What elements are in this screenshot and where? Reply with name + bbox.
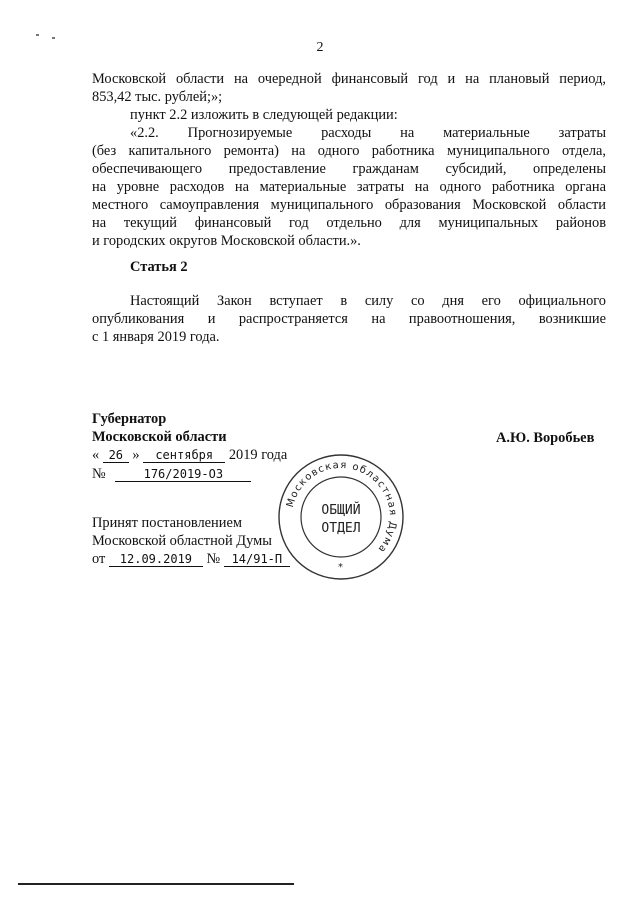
number-sign: № bbox=[92, 466, 106, 482]
adoption-line1: Принят постановлением bbox=[92, 515, 242, 531]
article-body bbox=[92, 292, 606, 346]
adoption-details bbox=[92, 550, 290, 568]
text-line: на уровне расходов на материальные затраты на одного работника органа bbox=[92, 179, 606, 195]
from-label: от bbox=[92, 551, 106, 567]
scan-speck bbox=[36, 34, 39, 36]
page-number: 2 bbox=[316, 40, 324, 55]
law-month: сентября bbox=[143, 448, 225, 463]
number-sign: № bbox=[206, 551, 221, 567]
text-line: на текущий финансовый год отдельно для муниципальных районов bbox=[92, 215, 606, 231]
text-line: Настоящий Закон вступает в силу со дня его официального bbox=[130, 293, 606, 309]
amendment-instruction bbox=[92, 106, 606, 124]
quote-close: » bbox=[132, 447, 140, 463]
law-number-line bbox=[92, 465, 251, 483]
law-date bbox=[92, 446, 287, 464]
adoption-date: 12.09.2019 bbox=[109, 552, 203, 567]
text-line: местного самоуправления муниципального образования Московской области bbox=[92, 197, 606, 213]
adoption-line2: Московской областной Думы bbox=[92, 533, 272, 549]
text-line: (без капитального ремонта) на одного работника муниципального отдела, bbox=[92, 143, 606, 159]
adoption-number: 14/91-П bbox=[224, 552, 290, 567]
text-line: «2.2. Прогнозируемые расходы на материальные затраты bbox=[130, 125, 606, 141]
law-year: 2019 года bbox=[228, 447, 288, 463]
official-stamp bbox=[276, 452, 406, 582]
stamp-star: * bbox=[338, 562, 343, 573]
stamp-ring-textpath: Московская областная Дума bbox=[284, 459, 399, 556]
text-line: с 1 января 2019 года. bbox=[92, 329, 220, 345]
signatory-region: Московской области bbox=[92, 429, 227, 445]
text-line: обеспечивающего предоставление гражданам субсидий, определены bbox=[92, 161, 606, 177]
signatory-title: Губернатор bbox=[92, 411, 167, 427]
article-heading-text: Статья 2 bbox=[130, 259, 188, 275]
amendment-text bbox=[92, 124, 606, 250]
article-heading bbox=[92, 258, 606, 276]
text-line: 853,42 тыс. рублей;»; bbox=[92, 89, 223, 105]
law-day: 26 bbox=[103, 448, 129, 463]
text-line: и городских округов Московской области.». bbox=[92, 233, 361, 249]
scan-speck bbox=[52, 37, 55, 39]
stamp-center-line1: ОБЩИЙ bbox=[321, 503, 361, 518]
signatory-name: А.Ю. Воробьев bbox=[496, 430, 595, 446]
paragraph-continuation bbox=[92, 70, 606, 106]
law-number: 176/2019-ОЗ bbox=[115, 467, 251, 482]
scan-edge-line bbox=[18, 883, 294, 885]
stamp-center-line2: ОТДЕЛ bbox=[321, 521, 361, 536]
text-line: Московской области на очередной финансовый год и на плановый период, bbox=[92, 71, 606, 87]
quote-open: « bbox=[92, 447, 100, 463]
text-line: пункт 2.2 изложить в следующей редакции: bbox=[130, 107, 398, 123]
text-line: опубликования и распространяется на правоотношения, возникшие bbox=[92, 311, 606, 327]
